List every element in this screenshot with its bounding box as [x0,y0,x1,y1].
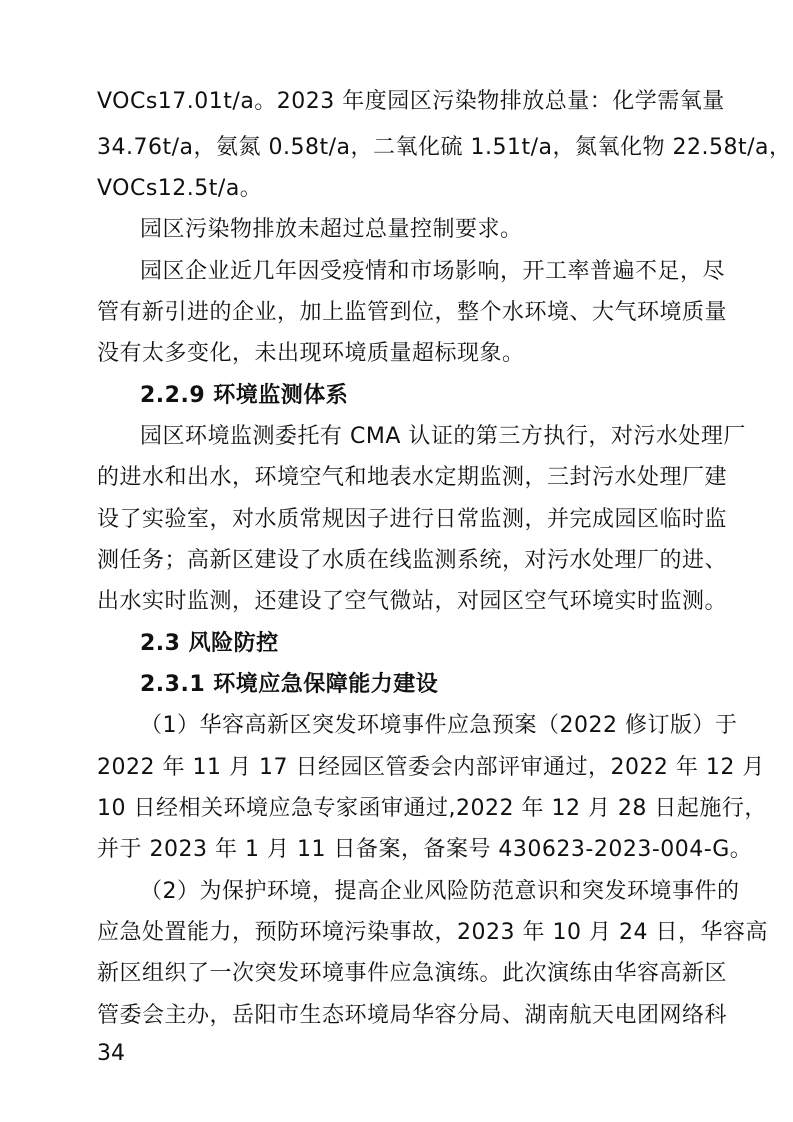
text-line: 测任务；高新区建设了水质在线监测系统，对污水处理厂的进、 [97,548,728,573]
text-line: 2022 年 11 月 17 日经园区管委会内部评审通过，2022 年 12 月 [97,755,765,780]
text-line: 管委会主办，岳阳市生态环境局华容分局、湖南航天电团网络科 [97,1003,728,1028]
text-line: 没有太多变化，未出现环境质量超标现象。 [97,341,525,366]
text-line: 设了实验室，对水质常规因子进行日常监测，并完成园区临时监 [97,507,728,532]
text-line: 出水实时监测，还建设了空气微站，对园区空气环境实时监测。 [97,589,728,614]
text-line: 新区组织了一次突发环境事件应急演练。此次演练由华容高新区 [97,961,728,986]
text-line: 34.76t/a，氨氮 0.58t/a，二氧化硫 1.51t/a，氮氧化物 22.58t/a， [97,135,792,160]
text-line: 园区污染物排放未超过总量控制要求。 [140,217,523,242]
text-line: VOCs12.5t/a。 [97,176,263,201]
text-line: 管有新引进的企业，加上监管到位，整个水环境、大气环境质量 [97,300,728,325]
page-number: 34 [97,1041,125,1066]
text-line: （2）为保护环境，提高企业风险防范意识和突发环境事件的 [140,879,740,904]
section-heading: 2.2.9 环境监测体系 [140,383,349,408]
text-line: 的进水和出水，环境空气和地表水定期监测，三封污水处理厂建 [97,465,728,490]
text-line: 10 日经相关环境应急专家函审通过,2022 年 12 月 28 日起施行， [97,796,767,821]
text-line: 园区环境监测委托有 CMA 认证的第三方执行，对污水处理厂 [140,424,746,449]
section-heading: 2.3 风险防控 [140,631,279,656]
subsection-heading: 2.3.1 环境应急保障能力建设 [140,672,439,697]
text-line: 园区企业近几年因受疫情和市场影响，开工率普遍不足，尽 [140,259,726,284]
text-line: （1）华容高新区突发环境事件应急预案（2022 修订版）于 [140,713,738,738]
text-line: 应急处置能力，预防环境污染事故，2023 年 10 月 24 日，华容高 [97,920,768,945]
text-line: VOCs17.01t/a。2023 年度园区污染物排放总量：化学需氧量 [97,89,725,114]
text-line: 并于 2023 年 1 月 11 日备案，备案号 430623-2023-004-G。 [97,837,753,862]
